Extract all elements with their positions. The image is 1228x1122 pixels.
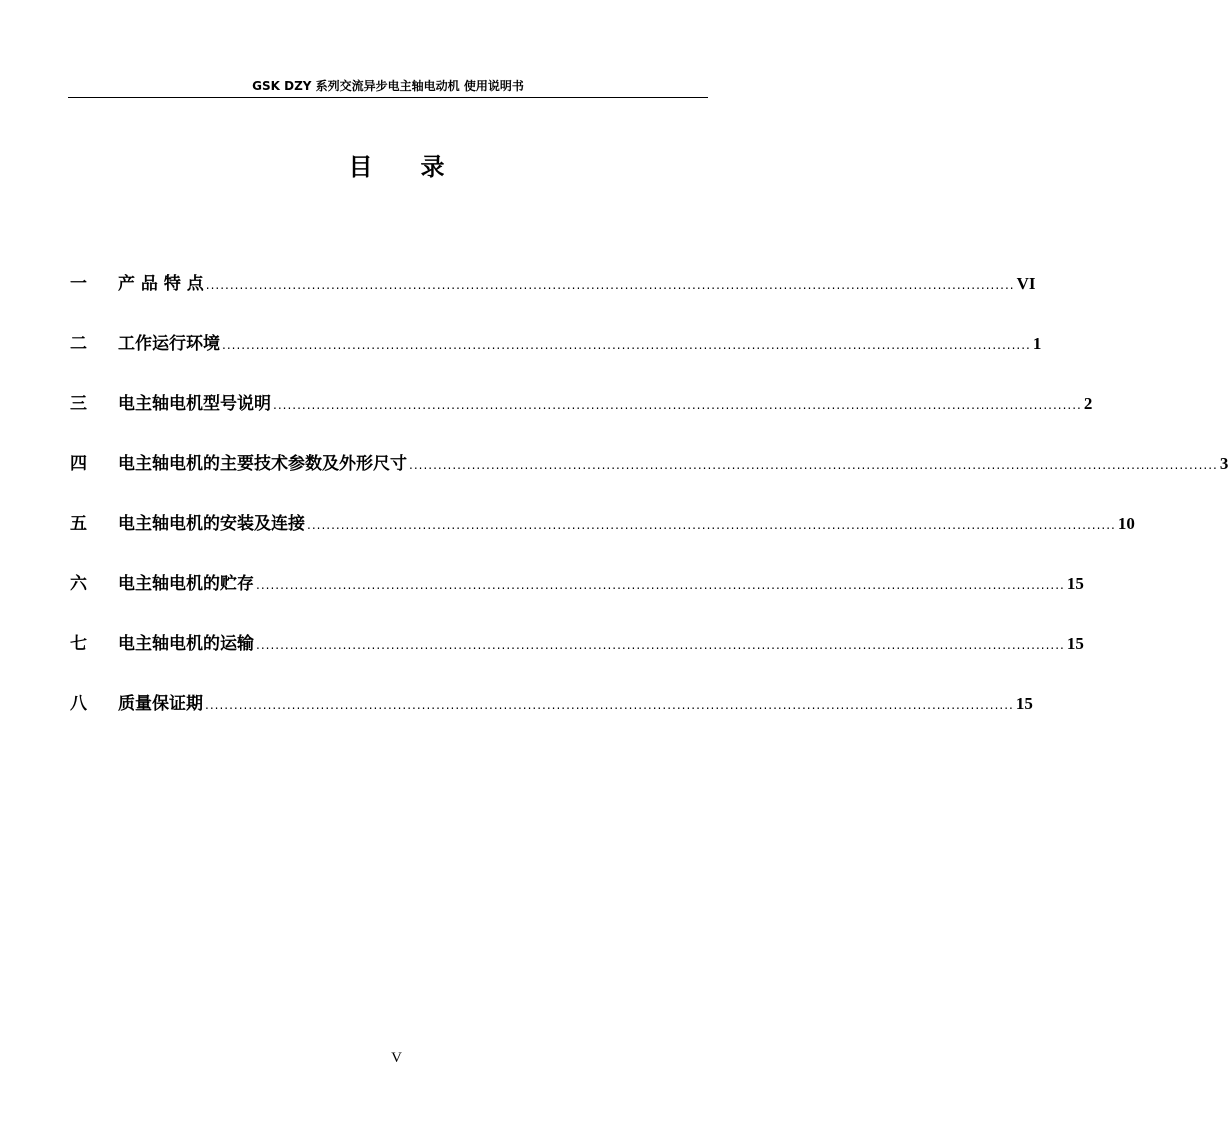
page-footer xyxy=(0,1050,793,1067)
toc-label: 电主轴电机的安装及连接 xyxy=(118,514,305,534)
toc-page-number: 10 xyxy=(1117,514,1135,533)
toc-leader-dots: ........................................................................................................................................................................ xyxy=(307,518,1116,532)
toc-page-number: 15 xyxy=(1066,634,1084,653)
toc-label: 工作运行环境 xyxy=(118,334,220,354)
toc-leader-dots: ........................................................................................................................................................................ xyxy=(205,698,1014,712)
toc-number: 二 xyxy=(70,334,87,354)
title-char-1: 目 xyxy=(348,153,373,181)
toc-leader-dots: ........................................................................................................................................................................ xyxy=(256,578,1065,592)
toc-entry-5[interactable] xyxy=(70,510,1135,538)
toc-entry-6[interactable] xyxy=(70,570,1084,598)
toc-number: 三 xyxy=(70,394,87,414)
toc-label: 电主轴电机型号说明 xyxy=(118,394,271,414)
toc-page-number: 2 xyxy=(1083,394,1093,413)
toc-label: 电主轴电机的贮存 xyxy=(118,574,254,594)
toc-number: 六 xyxy=(70,574,87,594)
toc-leader-dots: ........................................................................................................................................................................ xyxy=(409,458,1218,472)
toc-entry-8[interactable] xyxy=(70,690,1033,718)
title-char-2: 录 xyxy=(420,153,445,181)
toc-number: 一 xyxy=(70,274,87,294)
toc-page-number: 15 xyxy=(1066,574,1084,593)
toc-number: 七 xyxy=(70,634,87,654)
toc-number: 五 xyxy=(70,514,87,534)
header-text: GSK DZY 系列交流异步电主轴电动机 使用说明书 xyxy=(252,79,524,93)
toc-leader-dots: ........................................................................................................................................................................ xyxy=(256,638,1065,652)
page-header xyxy=(68,78,708,98)
footer-page-number: V xyxy=(391,1050,402,1066)
toc-label: 电主轴电机的运输 xyxy=(118,634,254,654)
toc-entry-1[interactable] xyxy=(70,270,1036,298)
toc-page-number: 15 xyxy=(1015,694,1033,713)
toc-leader-dots: ........................................................................................................................................................................ xyxy=(205,278,1015,292)
toc-number: 八 xyxy=(70,694,87,714)
toc-number: 四 xyxy=(70,454,87,474)
toc-page-number: 3 xyxy=(1219,454,1228,473)
toc-leader-dots: ........................................................................................................................................................................ xyxy=(273,398,1082,412)
page-title xyxy=(0,151,793,183)
toc-leader-dots: ........................................................................................................................................................................ xyxy=(222,338,1031,352)
toc-page-number: 1 xyxy=(1032,334,1042,353)
toc-page-number: VI xyxy=(1016,274,1036,293)
toc-label: 产 品 特 点 xyxy=(118,274,204,294)
toc-entry-2[interactable] xyxy=(70,330,1042,358)
toc-label: 电主轴电机的主要技术参数及外形尺寸 xyxy=(118,454,407,474)
toc-entry-4[interactable] xyxy=(70,450,1228,478)
toc-entry-7[interactable] xyxy=(70,630,1084,658)
toc-entry-3[interactable] xyxy=(70,390,1093,418)
toc-label: 质量保证期 xyxy=(118,694,203,714)
